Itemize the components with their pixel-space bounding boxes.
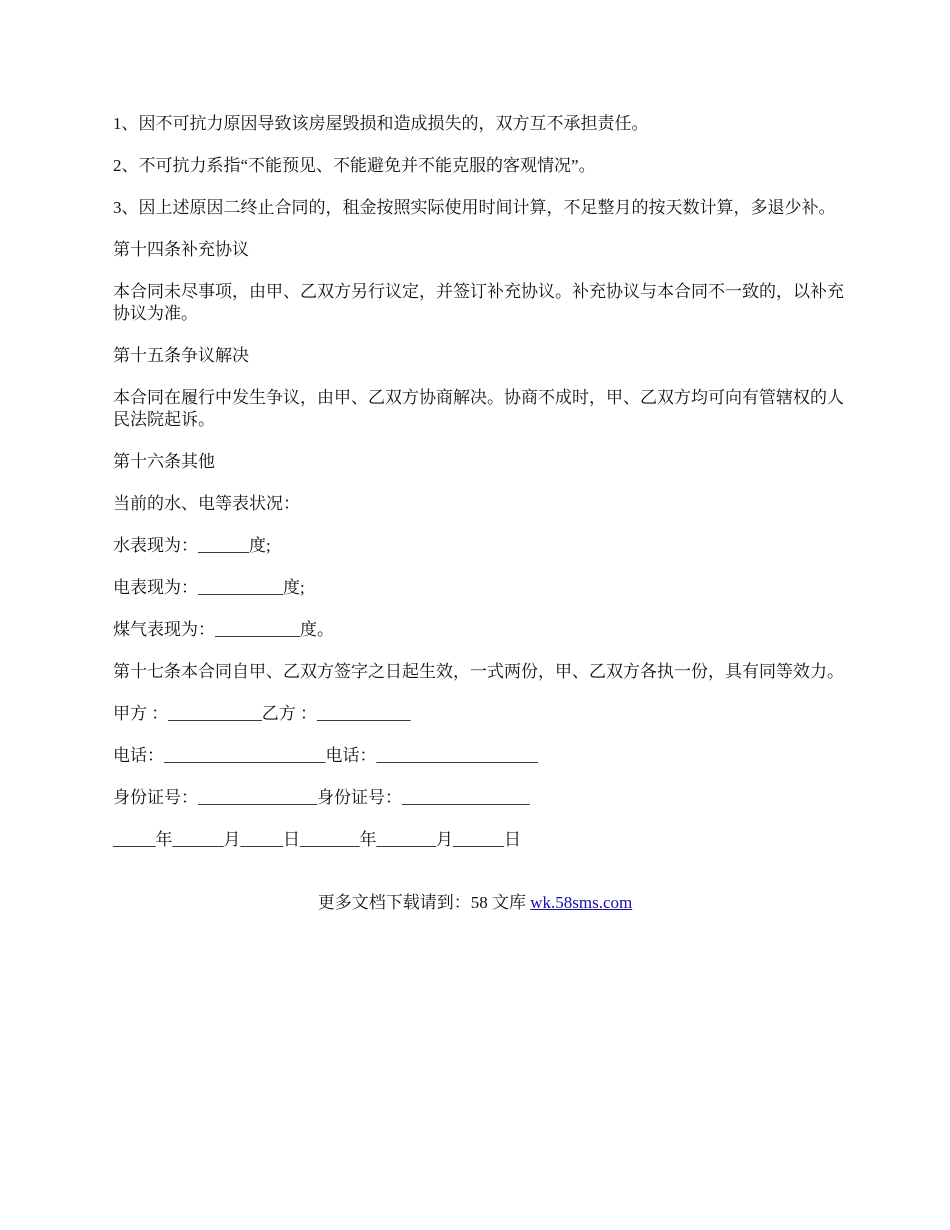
- footer-link[interactable]: wk.58sms.com: [530, 893, 633, 912]
- document-page: [113, 113, 853, 871]
- signature-ids-line: 身份证号：______________身份证号：_______________: [113, 788, 530, 807]
- force-majeure-clause-2: 2、不可抗力系指“不能预见、不能避免并不能克服的客观情况”。: [113, 156, 596, 175]
- water-meter-reading: 水表现为：______度;: [113, 536, 271, 555]
- electric-meter-reading: 电表现为：__________度;: [113, 578, 305, 597]
- force-majeure-clause-1: 1、因不可抗力原因导致该房屋毁损和造成损失的，双方互不承担责任。: [113, 114, 649, 133]
- article-14-title: 第十四条补充协议: [113, 240, 249, 259]
- article-16-title: 第十六条其他: [113, 452, 215, 471]
- meters-intro: 当前的水、电等表状况：: [113, 494, 300, 513]
- signature-phones-line: 电话：___________________电话：___________________: [113, 746, 538, 765]
- article-14-body: 本合同未尽事项，由甲、乙双方另行议定，并签订补充协议。补充协议与本合同不一致的，以补充协议为准。: [113, 282, 844, 323]
- signature-dates-line: _____年______月_____日_______年_______月______日: [113, 830, 521, 849]
- article-15-title: 第十五条争议解决: [113, 346, 249, 365]
- footer-text: 更多文档下载请到：58 文库: [317, 893, 531, 912]
- force-majeure-clause-3: 3、因上述原因二终止合同的，租金按照实际使用时间计算，不足整月的按天数计算，多退少补。: [113, 198, 836, 217]
- article-15-body: 本合同在履行中发生争议，由甲、乙双方协商解决。协商不成时，甲、乙双方均可向有管辖权的人民法院起诉。: [113, 388, 844, 429]
- footer: [0, 892, 950, 914]
- gas-meter-reading: 煤气表现为：__________度。: [113, 620, 334, 639]
- article-17: 第十七条本合同自甲、乙双方签字之日起生效，一式两份，甲、乙双方各执一份，具有同等效力。: [113, 662, 844, 681]
- signature-parties-line: 甲方 ：___________乙方 ：___________: [113, 704, 411, 723]
